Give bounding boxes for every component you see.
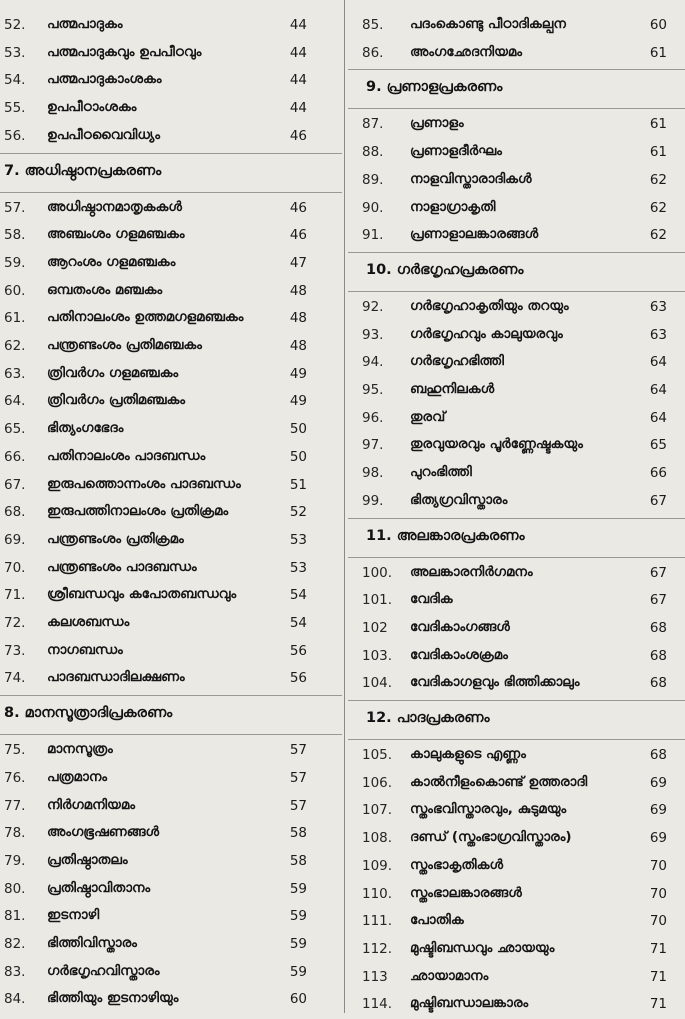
entry-page-number: 44 [289, 100, 307, 117]
entry-page-number: 65 [649, 437, 667, 454]
entry-page-number: 57 [289, 742, 307, 759]
entry-page-number: 58 [289, 852, 307, 869]
entry-number: 98. [362, 465, 384, 482]
entry-page-number: 49 [289, 393, 307, 410]
toc-entry[interactable] [0, 196, 342, 223]
entry-title: പത്മപാദുകം [47, 16, 123, 32]
entry-number: 99. [362, 492, 384, 509]
entry-number: 57. [4, 199, 26, 216]
entry-page-number: 50 [289, 421, 307, 438]
entry-page-number: 67 [649, 564, 667, 581]
entry-title: പ്രണാളാലങ്കാരങ്ങൾ [410, 226, 539, 243]
entry-title: നാളവിസ്താരാദികൾ [410, 170, 532, 187]
toc-entry[interactable] [0, 473, 342, 500]
toc-entry[interactable] [348, 406, 685, 433]
entry-number: 74. [4, 670, 26, 687]
toc-entry[interactable] [0, 96, 342, 123]
entry-page-number: 61 [649, 144, 667, 161]
entry-title: കാലുകളുടെ എണ്ണം [410, 746, 526, 762]
toc-entry[interactable] [348, 965, 685, 992]
entry-title: ഉപപീഠാംശകം [47, 99, 137, 116]
entry-page-number: 51 [289, 476, 307, 493]
toc-entry[interactable] [348, 992, 685, 1019]
entry-page-number: 63 [649, 298, 667, 315]
entry-number: 112. [362, 940, 393, 957]
toc-entry[interactable] [0, 738, 342, 765]
entry-number: 61. [4, 310, 26, 327]
toc-entry[interactable] [348, 350, 685, 377]
entry-page-number: 59 [289, 880, 307, 897]
entry-title: ഭിത്യഗ്രവിസ്താരം [410, 491, 508, 508]
toc-entry[interactable] [0, 960, 342, 987]
entry-title: ഭിത്തിവിസ്താരം [47, 935, 137, 951]
entry-number: 59. [4, 254, 26, 271]
toc-entry[interactable] [0, 583, 342, 610]
entry-number: 64. [4, 393, 26, 410]
entry-title: ദണ്ഡ് (സ്തംഭാഗ്രവിസ്താരം) [410, 829, 572, 846]
entry-page-number: 56 [289, 642, 307, 659]
entry-page-number: 61 [649, 116, 667, 133]
entry-title: സ്തംഭവിസ്താരവും, കുടുമയും [410, 801, 567, 818]
entry-page-number: 70 [649, 913, 667, 930]
entry-page-number: 48 [289, 310, 307, 327]
toc-entry[interactable] [348, 461, 685, 488]
section-separator [348, 700, 685, 701]
entry-page-number: 60 [289, 991, 307, 1008]
entry-number: 55. [4, 100, 26, 117]
entry-page-number: 61 [649, 44, 667, 61]
toc-entry[interactable] [348, 433, 685, 460]
entry-number: 96. [362, 409, 384, 426]
entry-title: പുറംഭിത്തി [410, 464, 472, 481]
entry-title: പന്ത്രണ്ടംശം പാദബന്ധം [47, 558, 197, 575]
toc-entry[interactable] [0, 611, 342, 638]
entry-page-number: 64 [649, 354, 667, 371]
entry-page-number: 46 [289, 199, 307, 216]
entry-page-number: 50 [289, 448, 307, 465]
toc-entry[interactable] [348, 168, 685, 195]
entry-title: തുരവ് [410, 408, 446, 425]
entry-title: വേദിക [410, 591, 453, 608]
entry-page-number: 49 [289, 365, 307, 382]
entry-title: വേദികാഗളവും ഭിത്തിക്കാലും [410, 674, 580, 691]
section-separator [348, 69, 685, 70]
entry-title: പതിനാലംശം പാദബന്ധം [47, 447, 206, 464]
entry-title: ഭിത്തിയും ഇടനാഴിയും [47, 990, 179, 1007]
entry-number: 60. [4, 282, 26, 299]
toc-entry[interactable] [0, 766, 342, 793]
entry-number: 94. [362, 354, 384, 371]
entry-title: പ്രണാളദീർഘം [410, 143, 502, 160]
toc-entry[interactable] [0, 13, 342, 40]
entry-title: പന്ത്രണ്ടംശം പ്രതിമഞ്ചകം [47, 337, 202, 353]
entry-number: 63. [4, 365, 26, 382]
toc-entry[interactable] [0, 849, 342, 876]
toc-entry[interactable] [0, 124, 342, 151]
entry-page-number: 68 [649, 647, 667, 664]
entry-title: പാദബന്ധാദിലക്ഷണം [47, 669, 185, 686]
entry-page-number: 54 [289, 587, 307, 604]
entry-number: 113 [362, 968, 388, 985]
entry-page-number: 48 [289, 282, 307, 299]
entry-title: പോതിക [410, 912, 464, 929]
entry-title: സ്തംഭാകൃതികൾ [410, 856, 504, 873]
entry-number: 114. [362, 996, 393, 1013]
entry-title: നിർഗമനിയമം [47, 796, 135, 813]
entry-number: 91. [362, 227, 384, 244]
entry-number: 81. [4, 908, 26, 925]
entry-page-number: 47 [289, 254, 307, 271]
entry-page-number: 64 [649, 382, 667, 398]
toc-entry[interactable] [0, 445, 342, 472]
entry-number: 86. [362, 44, 384, 61]
entry-title: വേദികാംഗങ്ങൾ [410, 618, 510, 635]
entry-page-number: 44 [289, 17, 307, 33]
toc-entry[interactable] [348, 41, 685, 68]
toc-entry[interactable] [0, 251, 342, 278]
entry-title: പന്ത്രണ്ടംശം പ്രതിക്രമം [47, 530, 184, 547]
toc-entry[interactable] [0, 556, 342, 583]
entry-page-number: 69 [649, 802, 667, 819]
entry-number: 108. [362, 830, 393, 847]
entry-title: ഒമ്പതംശം മഞ്ചകം [47, 281, 163, 298]
entry-title: മാനസൂത്രം [47, 741, 113, 758]
entry-number: 105. [362, 747, 393, 763]
entry-number: 67. [4, 476, 26, 493]
entry-title: ഇരുപത്തിനാലംശം പ്രതിക്രമം [47, 503, 229, 520]
toc-entry[interactable] [348, 671, 685, 698]
entry-title: കലശബന്ധം [47, 614, 130, 630]
section-separator [348, 739, 685, 740]
entry-title: സ്തംഭാലങ്കാരങ്ങൾ [410, 884, 522, 901]
entry-title: കാൽനീളംകൊണ്ട് ഉത്തരാദി [410, 773, 588, 790]
toc-entry[interactable] [348, 13, 685, 40]
entry-page-number: 70 [649, 857, 667, 874]
section-heading: 9. പ്രണാളപ്രകരണം [366, 79, 503, 96]
entry-title: മുഷ്ടിബന്ധാലങ്കാരം [410, 995, 529, 1012]
entry-page-number: 67 [649, 492, 667, 509]
entry-number: 79. [4, 852, 26, 869]
entry-number: 109. [362, 857, 393, 874]
entry-title: ത്രിവർഗം ഗളമഞ്ചകം [47, 364, 179, 381]
entry-number: 56. [4, 127, 26, 144]
entry-number: 80. [4, 880, 26, 897]
entry-page-number: 66 [649, 465, 667, 482]
toc-entry[interactable] [348, 378, 685, 405]
entry-title: അഞ്ചംശം ഗളമഞ്ചകം [47, 226, 185, 243]
entry-page-number: 57 [289, 797, 307, 814]
entry-number: 68. [4, 504, 26, 521]
entry-page-number: 59 [289, 963, 307, 980]
entry-page-number: 44 [289, 72, 307, 89]
entry-number: 107. [362, 802, 393, 819]
entry-page-number: 54 [289, 615, 307, 631]
section-separator [0, 695, 342, 696]
entry-number: 78. [4, 825, 26, 842]
section-separator [348, 518, 685, 519]
toc-entry[interactable] [348, 489, 685, 516]
entry-number: 90. [362, 199, 384, 216]
entry-title: മുഷ്ടിബന്ധവും ഛായയും [410, 939, 555, 956]
entry-number: 102 [362, 619, 388, 636]
column-divider [344, 0, 345, 1013]
entry-title: ആറംശം ഗളമഞ്ചകം [47, 253, 176, 270]
entry-page-number: 46 [289, 127, 307, 144]
entry-title: അംഗഭൂഷണങ്ങൾ [47, 824, 160, 841]
entry-number: 82. [4, 936, 26, 952]
entry-page-number: 71 [649, 940, 667, 957]
section-separator [348, 252, 685, 253]
entry-number: 111. [362, 913, 393, 930]
entry-title: തുരവുയരവും പൂർണ്ണേഷ്ടകയും [410, 436, 583, 453]
entry-title: ഇടനാഴി [47, 907, 100, 924]
entry-page-number: 53 [289, 559, 307, 576]
toc-entry[interactable] [348, 561, 685, 588]
entry-title: പത്മപാദുകവും ഉപപീഠവും [47, 43, 202, 60]
entry-page-number: 44 [289, 44, 307, 61]
entry-title: ഗർഭഗൃഹാകൃതിയും തറയും [410, 297, 569, 314]
entry-page-number: 60 [649, 17, 667, 33]
entry-page-number: 58 [289, 825, 307, 842]
entry-page-number: 46 [289, 227, 307, 244]
entry-title: പ്രതിഷ്ഠാതലം [47, 851, 128, 868]
toc-entry[interactable] [0, 987, 342, 1014]
toc-entry[interactable] [348, 223, 685, 250]
entry-title: ഗർഭഗൃഹഭിത്തി [410, 353, 504, 370]
entry-title: അംഗഛേദനിയമം [410, 43, 523, 60]
toc-entry[interactable] [348, 140, 685, 167]
toc-entry[interactable] [0, 68, 342, 95]
toc-entry[interactable] [348, 616, 685, 643]
entry-title: ഗർഭഗൃഹവിസ്താരം [47, 962, 160, 979]
entry-number: 65. [4, 421, 26, 438]
entry-page-number: 67 [649, 592, 667, 609]
toc-entry[interactable] [0, 223, 342, 250]
toc-entry[interactable] [348, 771, 685, 798]
entry-number: 85. [362, 17, 384, 33]
entry-number: 100. [362, 564, 393, 581]
toc-entry[interactable] [348, 854, 685, 881]
entry-number: 77. [4, 797, 26, 814]
entry-number: 52. [4, 17, 26, 33]
entry-number: 104. [362, 675, 393, 692]
entry-title: പ്രണാളം [410, 115, 464, 132]
entry-title: ബഹുനിലകൾ [410, 381, 495, 397]
toc-entry[interactable] [348, 743, 685, 770]
toc-entry[interactable] [348, 588, 685, 615]
entry-title: പത്രമാനം [47, 768, 108, 785]
entry-title: പത്മപാദുകാംശകം [47, 71, 162, 88]
entry-page-number: 70 [649, 885, 667, 902]
toc-entry[interactable] [348, 112, 685, 139]
entry-number: 88. [362, 144, 384, 161]
entry-page-number: 71 [649, 968, 667, 985]
entry-number: 58. [4, 227, 26, 244]
section-separator [0, 192, 342, 193]
toc-entry[interactable] [348, 909, 685, 936]
section-heading: 8. മാനസൂത്രാദിപ്രകരണം [4, 705, 173, 722]
section-heading: 10. ഗർഭഗൃഹപ്രകരണം [366, 261, 524, 278]
section-heading: 12. പാദപ്രകരണം [366, 710, 490, 726]
entry-number: 92. [362, 298, 384, 315]
entry-title: ഛായാമാനം [410, 967, 489, 984]
section-heading: 11. അലങ്കാരപ്രകരണം [366, 527, 525, 544]
entry-page-number: 56 [289, 670, 307, 687]
toc-entry[interactable] [0, 794, 342, 821]
entry-page-number: 69 [649, 774, 667, 791]
entry-page-number: 68 [649, 675, 667, 692]
entry-number: 101. [362, 592, 393, 609]
section-separator [348, 291, 685, 292]
entry-number: 62. [4, 338, 26, 354]
toc-entry[interactable] [0, 389, 342, 416]
entry-page-number: 69 [649, 830, 667, 847]
toc-entry[interactable] [0, 904, 342, 931]
toc-entry[interactable] [348, 196, 685, 223]
entry-number: 106. [362, 774, 393, 791]
entry-title: ഇരുപത്തൊന്നംശം പാദബന്ധം [47, 475, 241, 492]
toc-entry[interactable] [0, 821, 342, 848]
entry-number: 84. [4, 991, 26, 1008]
entry-number: 95. [362, 382, 384, 398]
entry-title: ശ്രീബന്ധവും കപോതബന്ധവും [47, 586, 237, 603]
toc-entry[interactable] [348, 826, 685, 853]
entry-page-number: 71 [649, 996, 667, 1013]
entry-number: 70. [4, 559, 26, 576]
entry-number: 69. [4, 531, 26, 548]
entry-title: ഭിത്യംഗഭേദം [47, 420, 124, 437]
entry-title: പദംകൊണ്ടു പീഠാദികല്പന [410, 16, 566, 32]
entry-page-number: 62 [649, 171, 667, 188]
toc-entry[interactable] [0, 334, 342, 361]
section-heading: 7. അധിഷ്ഠാനപ്രകരണം [4, 162, 162, 179]
entry-page-number: 62 [649, 227, 667, 244]
entry-number: 72. [4, 615, 26, 631]
toc-entry[interactable] [0, 877, 342, 904]
toc-entry[interactable] [348, 295, 685, 322]
entry-title: നാളാഗ്രാകൃതി [410, 198, 496, 215]
section-separator [348, 557, 685, 558]
entry-title: അലങ്കാരനിർഗമനം [410, 563, 533, 580]
entry-number: 97. [362, 437, 384, 454]
toc-entry[interactable] [0, 666, 342, 693]
toc-entry[interactable] [0, 306, 342, 333]
entry-number: 71. [4, 587, 26, 604]
entry-title: പതിനാലംശം ഉത്തമഗളമഞ്ചകം [47, 309, 244, 326]
entry-number: 93. [362, 326, 384, 343]
toc-entry[interactable] [348, 644, 685, 671]
entry-number: 75. [4, 742, 26, 759]
toc-entry[interactable] [348, 937, 685, 964]
entry-page-number: 52 [289, 504, 307, 521]
toc-entry[interactable] [0, 932, 342, 959]
toc-entry[interactable] [0, 528, 342, 555]
entry-page-number: 68 [649, 619, 667, 636]
entry-number: 76. [4, 769, 26, 786]
entry-number: 53. [4, 44, 26, 61]
entry-page-number: 63 [649, 326, 667, 343]
entry-title: നാഗബന്ധം [47, 641, 123, 658]
entry-title: ഉപപീഠവൈവിധ്യം [47, 126, 161, 143]
entry-title: പ്രതിഷ്ഠാവിതാനം [47, 879, 151, 896]
toc-entry[interactable] [0, 279, 342, 306]
entry-page-number: 62 [649, 199, 667, 216]
toc-entry[interactable] [0, 639, 342, 666]
toc-entry[interactable] [348, 882, 685, 909]
toc-entry[interactable] [348, 323, 685, 350]
entry-number: 66. [4, 448, 26, 465]
entry-number: 110. [362, 885, 393, 902]
section-separator [0, 153, 342, 154]
toc-entry[interactable] [0, 417, 342, 444]
toc-entry[interactable] [0, 500, 342, 527]
entry-number: 103. [362, 647, 393, 664]
toc-entry[interactable] [0, 362, 342, 389]
entry-page-number: 59 [289, 908, 307, 925]
entry-title: വേദികാംശക്രമം [410, 646, 508, 663]
entry-number: 83. [4, 963, 26, 980]
entry-page-number: 53 [289, 531, 307, 548]
section-separator [348, 108, 685, 109]
entry-number: 54. [4, 72, 26, 89]
entry-page-number: 64 [649, 409, 667, 426]
toc-entry[interactable] [348, 798, 685, 825]
entry-page-number: 57 [289, 769, 307, 786]
entry-page-number: 68 [649, 747, 667, 763]
entry-title: അധിഷ്ഠാനമാതൃകകൾ [47, 198, 182, 215]
entry-number: 87. [362, 116, 384, 133]
entry-page-number: 59 [289, 936, 307, 952]
entry-title: ത്രിവർഗം പ്രതിമഞ്ചകം [47, 392, 186, 409]
toc-entry[interactable] [0, 41, 342, 68]
entry-title: ഗർഭഗൃഹവും കാലുയരവും [410, 325, 563, 342]
entry-page-number: 48 [289, 338, 307, 354]
entry-number: 73. [4, 642, 26, 659]
entry-number: 89. [362, 171, 384, 188]
section-separator [0, 734, 342, 735]
